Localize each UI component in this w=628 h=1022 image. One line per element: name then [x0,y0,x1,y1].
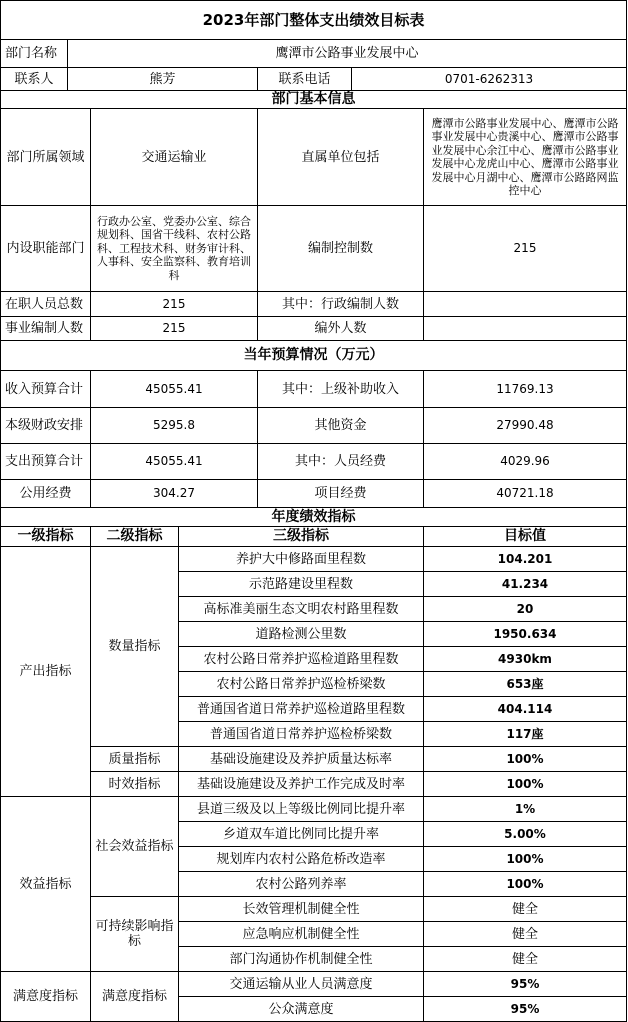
indicator-target: 404.114 [424,697,627,722]
expense-total-label: 支出预算合计 [0,444,91,480]
personnel-value: 4029.96 [424,444,627,480]
indicator-target: 健全 [424,922,627,947]
sub-units-value: 鹰潭市公路事业发展中心、鹰潭市公路事业发展中心贵溪中心、鹰潭市公路事业发展中心余江中心、鹰潭市公路事业发展中心龙虎山中心、鹰潭市公路事业发展中心月湖中心、鹰潭市公路路网监控中心 [424,109,627,206]
indicator-name: 基础设施建设及养护工作完成及时率 [179,772,424,797]
indicator-name: 普通国省道日常养护巡检桥梁数 [179,722,424,747]
indicator-name: 道路检测公里数 [179,622,424,647]
indicator-target: 41.234 [424,572,627,597]
admin-staff-value [424,292,627,317]
column-target: 目标值 [424,527,627,547]
career-staff-label: 事业编制人数 [0,317,91,341]
extra-staff-label: 编外人数 [258,317,424,341]
staff-total-label: 在职人员总数 [0,292,91,317]
phone-value: 0701-6262313 [352,68,627,91]
public-funds-label: 公用经费 [0,480,91,508]
indicator-name: 普通国省道日常养护巡检道路里程数 [179,697,424,722]
indicator-name: 公众满意度 [179,997,424,1022]
indicator-target: 653座 [424,672,627,697]
indicator-target: 100% [424,772,627,797]
internal-dept-label: 内设职能部门 [0,206,91,292]
project-funds-value: 40721.18 [424,480,627,508]
personnel-label: 其中：人员经费 [258,444,424,480]
public-funds-value: 304.27 [91,480,258,508]
indicator-target: 104.201 [424,547,627,572]
page-title: 2023年部门整体支出绩效目标表 [0,0,627,40]
column-level3: 三级指标 [179,527,424,547]
indicator-target: 健全 [424,947,627,972]
indicator-target: 20 [424,597,627,622]
income-total-label: 收入预算合计 [0,371,91,408]
column-level2: 二级指标 [91,527,179,547]
indicator-target: 95% [424,997,627,1022]
indicator-name: 高标准美丽生态文明农村路里程数 [179,597,424,622]
indicator-name: 农村公路日常养护巡检道路里程数 [179,647,424,672]
indicator-name: 乡道双车道比例同比提升率 [179,822,424,847]
basic-info-header: 部门基本信息 [0,91,627,109]
phone-label: 联系电话 [258,68,352,91]
dept-name-label: 部门名称 [0,40,68,68]
indicator-name: 养护大中修路面里程数 [179,547,424,572]
staff-total-value: 215 [91,292,258,317]
subgroup-quantity: 数量指标 [91,547,179,747]
group-output: 产出指标 [0,547,91,797]
indicator-target: 117座 [424,722,627,747]
group-benefit: 效益指标 [0,797,91,972]
other-funds-value: 27990.48 [424,408,627,444]
performance-header: 年度绩效指标 [0,508,627,527]
field-label: 部门所属领域 [0,109,91,206]
budget-header: 当年预算情况（万元） [0,341,627,371]
expense-total-value: 45055.41 [91,444,258,480]
subgroup-social: 社会效益指标 [91,797,179,897]
income-total-value: 45055.41 [91,371,258,408]
superior-subsidy-value: 11769.13 [424,371,627,408]
indicator-name: 农村公路日常养护巡检桥梁数 [179,672,424,697]
indicator-name: 基础设施建设及养护质量达标率 [179,747,424,772]
admin-staff-label: 其中：行政编制人数 [258,292,424,317]
indicator-name: 示范路建设里程数 [179,572,424,597]
field-value: 交通运输业 [91,109,258,206]
indicator-name: 应急响应机制健全性 [179,922,424,947]
indicator-target: 4930km [424,647,627,672]
contact-value: 熊芳 [68,68,258,91]
project-funds-label: 项目经费 [258,480,424,508]
staffing-value: 215 [424,206,627,292]
local-finance-label: 本级财政安排 [0,408,91,444]
other-funds-label: 其他资金 [258,408,424,444]
internal-dept-value: 行政办公室、党委办公室、综合规划科、国省干线科、农村公路科、工程技术科、财务审计科、人事科、安全监察科、教育培训科 [91,206,258,292]
local-finance-value: 5295.8 [91,408,258,444]
indicator-target: 100% [424,847,627,872]
indicator-target: 100% [424,747,627,772]
indicator-target: 5.00% [424,822,627,847]
indicator-target: 95% [424,972,627,997]
subgroup-quality: 质量指标 [91,747,179,772]
subgroup-sustainable: 可持续影响指标 [91,897,179,972]
column-level1: 一级指标 [0,527,91,547]
subgroup-satisfaction: 满意度指标 [91,972,179,1022]
indicator-name: 长效管理机制健全性 [179,897,424,922]
indicator-name: 交通运输从业人员满意度 [179,972,424,997]
indicator-name: 部门沟通协作机制健全性 [179,947,424,972]
dept-name-value: 鹰潭市公路事业发展中心 [68,40,627,68]
contact-label: 联系人 [0,68,68,91]
indicator-target: 1950.634 [424,622,627,647]
indicator-name: 县道三级及以上等级比例同比提升率 [179,797,424,822]
indicator-target: 100% [424,872,627,897]
subgroup-timeliness: 时效指标 [91,772,179,797]
indicator-target: 健全 [424,897,627,922]
career-staff-value: 215 [91,317,258,341]
staffing-label: 编制控制数 [258,206,424,292]
indicator-name: 农村公路列养率 [179,872,424,897]
superior-subsidy-label: 其中：上级补助收入 [258,371,424,408]
sub-units-label: 直属单位包括 [258,109,424,206]
indicator-target: 1% [424,797,627,822]
group-satisfaction: 满意度指标 [0,972,91,1022]
indicator-name: 规划库内农村公路危桥改造率 [179,847,424,872]
extra-staff-value [424,317,627,341]
